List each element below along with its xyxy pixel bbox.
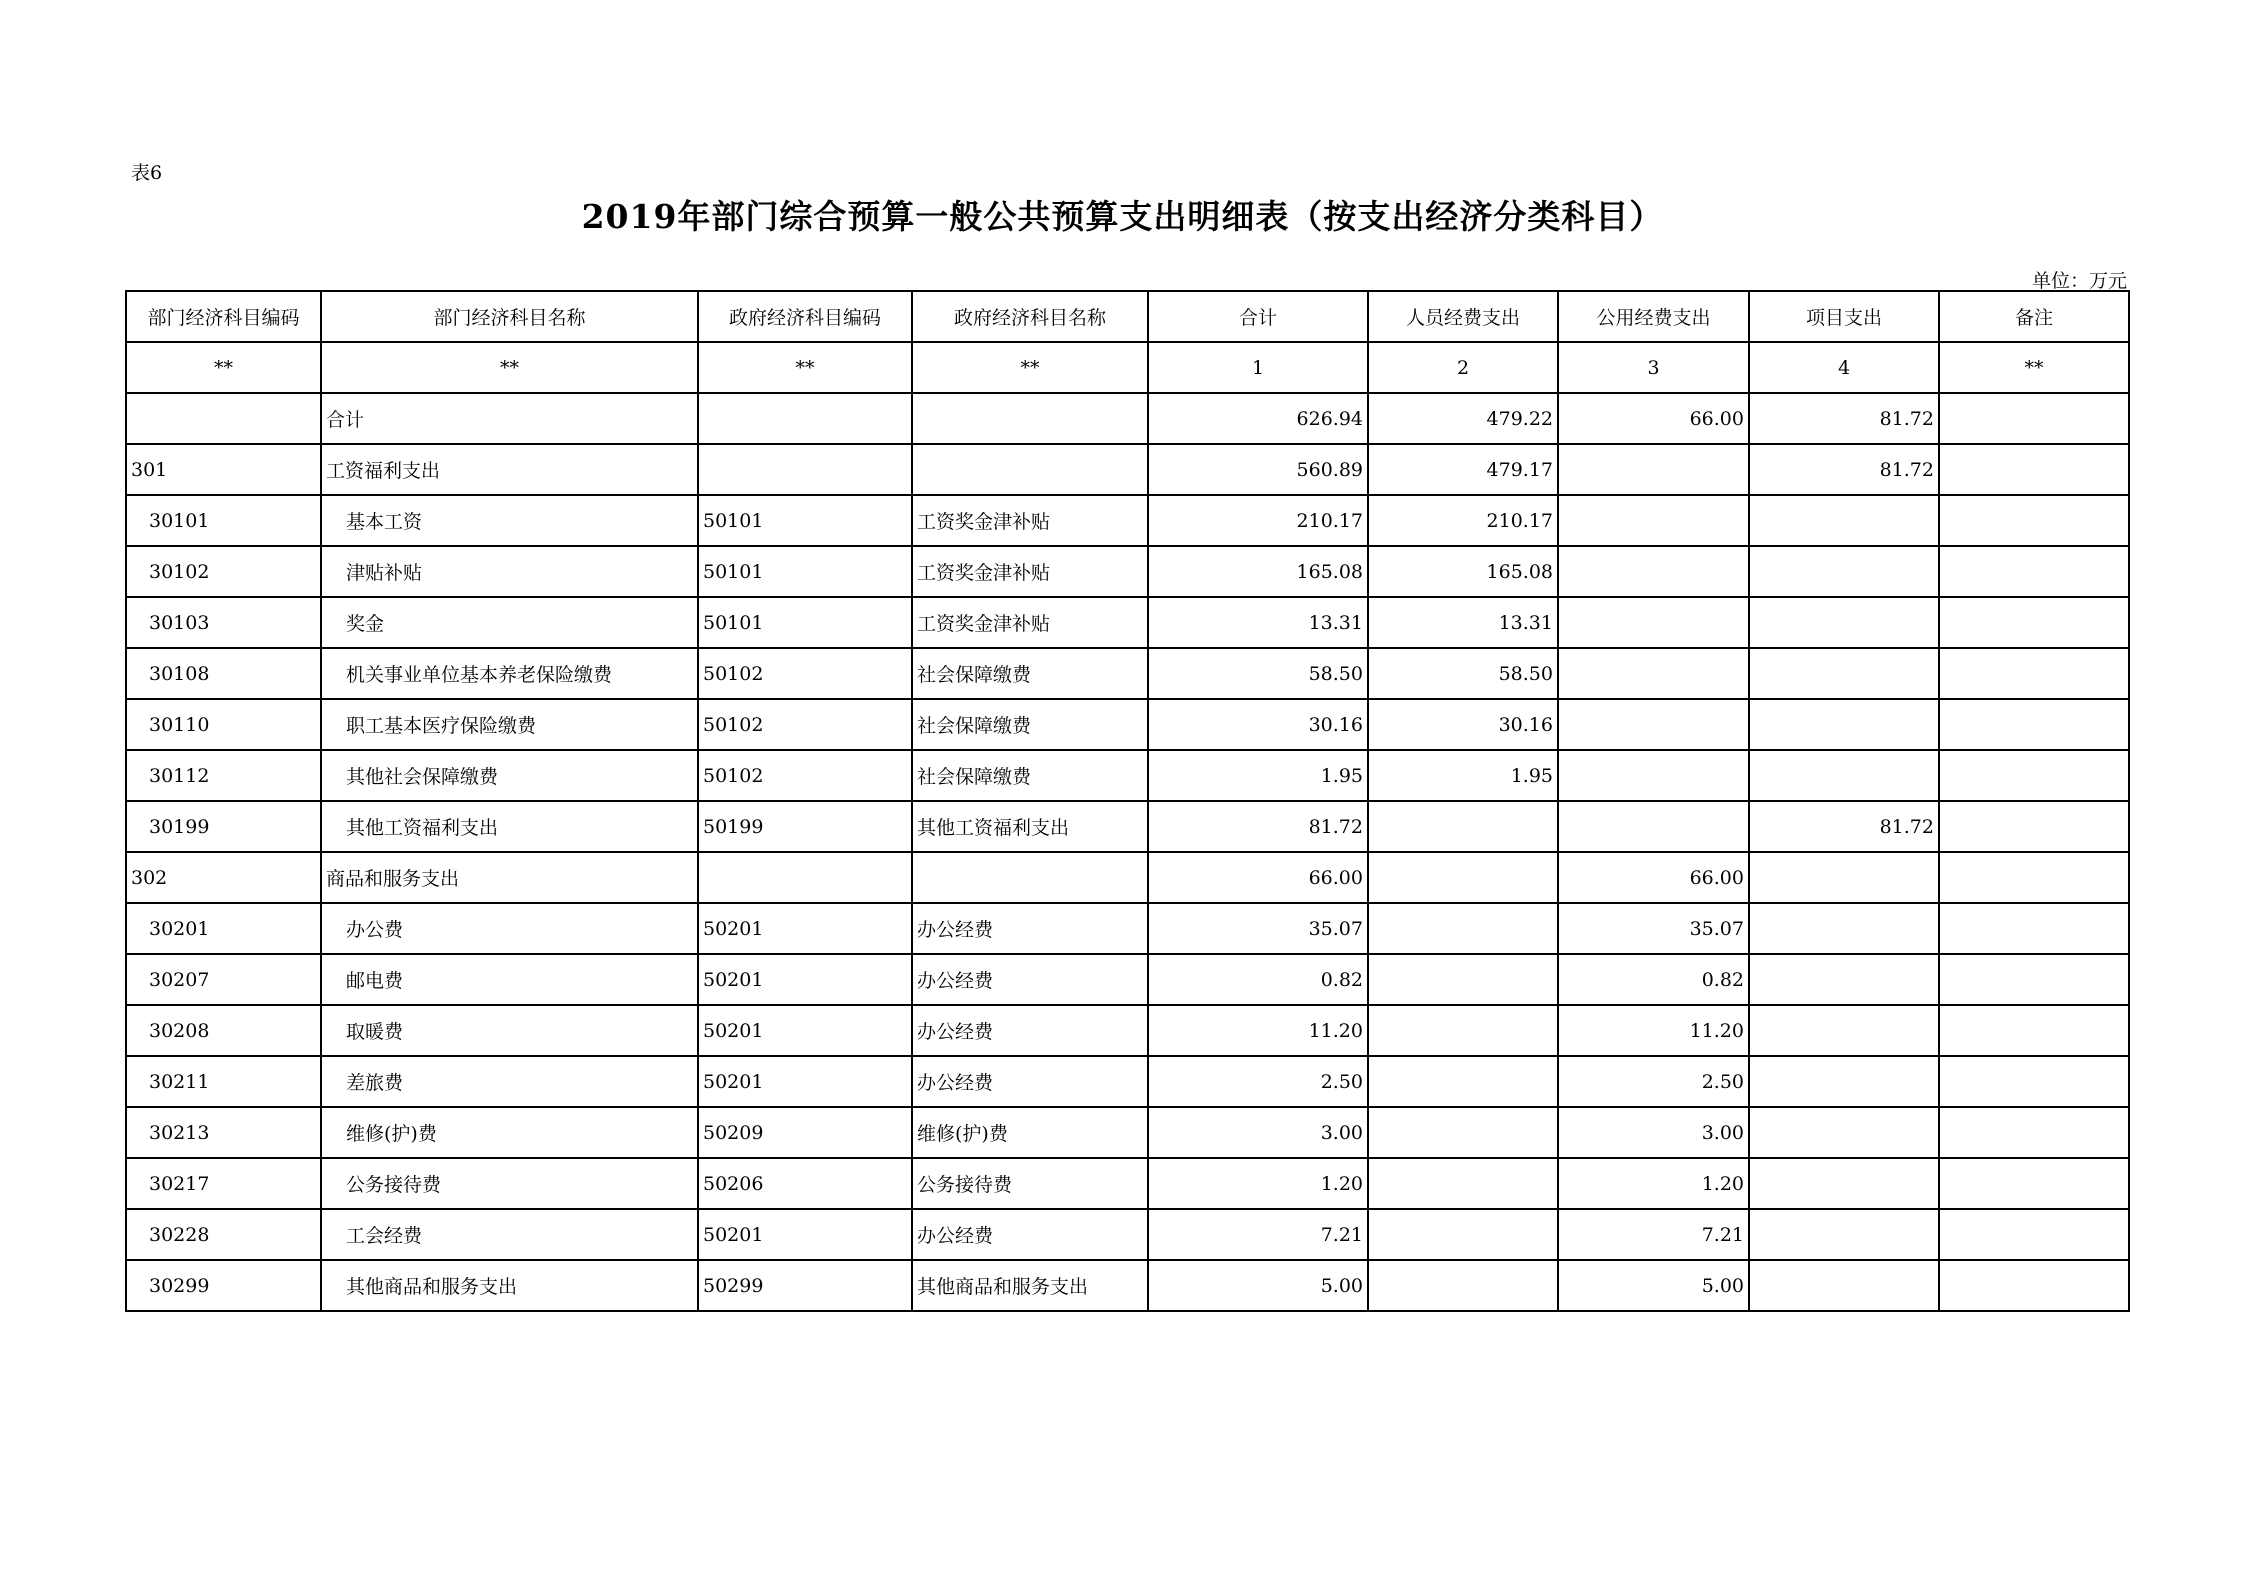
project-cell — [1749, 750, 1939, 801]
public-cell — [1558, 750, 1749, 801]
gov-code-cell: 50102 — [698, 648, 912, 699]
personnel-cell: 165.08 — [1368, 546, 1558, 597]
dept-code-cell: 30211 — [126, 1056, 321, 1107]
table-row — [126, 699, 2129, 750]
personnel-cell — [1368, 852, 1558, 903]
public-cell: 66.00 — [1558, 393, 1749, 444]
dept-code-cell: 30208 — [126, 1005, 321, 1056]
project-cell — [1749, 699, 1939, 750]
personnel-cell: 58.50 — [1368, 648, 1558, 699]
total-cell: 5.00 — [1148, 1260, 1368, 1311]
note-cell — [1939, 597, 2129, 648]
table-number-label: 表6 — [131, 162, 163, 184]
dept-code-cell: 30201 — [126, 903, 321, 954]
public-cell: 1.20 — [1558, 1158, 1749, 1209]
public-cell — [1558, 495, 1749, 546]
public-cell — [1558, 444, 1749, 495]
column-header: 合计 — [1148, 291, 1368, 342]
gov-code-cell: 50201 — [698, 1005, 912, 1056]
gov-code-cell: 50101 — [698, 597, 912, 648]
column-header: 政府经济科目编码 — [698, 291, 912, 342]
project-cell — [1749, 1158, 1939, 1209]
personnel-cell — [1368, 1260, 1558, 1311]
table-row — [126, 801, 2129, 852]
dept-name-cell: 取暖费 — [321, 1005, 698, 1056]
dept-name-cell: 合计 — [321, 393, 698, 444]
dept-name-cell: 工会经费 — [321, 1209, 698, 1260]
note-cell — [1939, 393, 2129, 444]
personnel-cell: 30.16 — [1368, 699, 1558, 750]
personnel-cell — [1368, 1158, 1558, 1209]
project-cell: 81.72 — [1749, 801, 1939, 852]
public-cell — [1558, 801, 1749, 852]
project-cell — [1749, 597, 1939, 648]
gov-code-cell: 50201 — [698, 903, 912, 954]
project-cell — [1749, 1005, 1939, 1056]
personnel-cell — [1368, 903, 1558, 954]
note-cell — [1939, 954, 2129, 1005]
dept-code-cell: 30112 — [126, 750, 321, 801]
dept-code-cell: 30213 — [126, 1107, 321, 1158]
column-index-row — [126, 342, 2129, 393]
gov-name-cell: 维修(护)费 — [912, 1107, 1148, 1158]
gov-name-cell — [912, 393, 1148, 444]
column-header: 公用经费支出 — [1558, 291, 1749, 342]
personnel-cell — [1368, 1056, 1558, 1107]
column-index: ** — [321, 342, 698, 393]
project-cell — [1749, 648, 1939, 699]
project-cell — [1749, 1107, 1939, 1158]
column-header: 备注 — [1939, 291, 2129, 342]
total-cell: 560.89 — [1148, 444, 1368, 495]
total-cell: 66.00 — [1148, 852, 1368, 903]
personnel-cell: 479.22 — [1368, 393, 1558, 444]
note-cell — [1939, 1158, 2129, 1209]
note-cell — [1939, 1056, 2129, 1107]
dept-name-cell: 其他社会保障缴费 — [321, 750, 698, 801]
dept-name-cell: 其他工资福利支出 — [321, 801, 698, 852]
public-cell — [1558, 648, 1749, 699]
column-index: 3 — [1558, 342, 1749, 393]
personnel-cell: 479.17 — [1368, 444, 1558, 495]
table-row — [126, 444, 2129, 495]
gov-name-cell: 社会保障缴费 — [912, 699, 1148, 750]
gov-name-cell — [912, 852, 1148, 903]
total-cell: 3.00 — [1148, 1107, 1368, 1158]
gov-name-cell: 办公经费 — [912, 903, 1148, 954]
note-cell — [1939, 444, 2129, 495]
dept-code-cell: 30217 — [126, 1158, 321, 1209]
table-row — [126, 1107, 2129, 1158]
total-cell: 35.07 — [1148, 903, 1368, 954]
gov-name-cell — [912, 444, 1148, 495]
total-cell: 0.82 — [1148, 954, 1368, 1005]
public-cell: 66.00 — [1558, 852, 1749, 903]
column-header: 部门经济科目名称 — [321, 291, 698, 342]
project-cell — [1749, 546, 1939, 597]
table-header-row — [126, 291, 2129, 342]
table-row — [126, 903, 2129, 954]
table-row — [126, 495, 2129, 546]
personnel-cell: 13.31 — [1368, 597, 1558, 648]
table-row — [126, 393, 2129, 444]
gov-name-cell: 工资奖金津补贴 — [912, 597, 1148, 648]
public-cell: 11.20 — [1558, 1005, 1749, 1056]
gov-code-cell — [698, 444, 912, 495]
dept-code-cell: 30207 — [126, 954, 321, 1005]
note-cell — [1939, 648, 2129, 699]
public-cell — [1558, 546, 1749, 597]
dept-name-cell: 办公费 — [321, 903, 698, 954]
note-cell — [1939, 750, 2129, 801]
gov-name-cell: 社会保障缴费 — [912, 750, 1148, 801]
column-header: 部门经济科目编码 — [126, 291, 321, 342]
dept-code-cell: 30110 — [126, 699, 321, 750]
page-title: 2019年部门综合预算一般公共预算支出明细表（按支出经济分类科目） — [581, 197, 1664, 236]
dept-name-cell: 其他商品和服务支出 — [321, 1260, 698, 1311]
gov-name-cell: 办公经费 — [912, 1005, 1148, 1056]
note-cell — [1939, 1260, 2129, 1311]
total-cell: 210.17 — [1148, 495, 1368, 546]
table-row — [126, 648, 2129, 699]
gov-name-cell: 办公经费 — [912, 1209, 1148, 1260]
dept-name-cell: 津贴补贴 — [321, 546, 698, 597]
dept-name-cell: 商品和服务支出 — [321, 852, 698, 903]
gov-name-cell: 其他商品和服务支出 — [912, 1260, 1148, 1311]
dept-name-cell: 机关事业单位基本养老保险缴费 — [321, 648, 698, 699]
note-cell — [1939, 852, 2129, 903]
gov-code-cell — [698, 852, 912, 903]
gov-code-cell: 50201 — [698, 1056, 912, 1107]
dept-code-cell: 30228 — [126, 1209, 321, 1260]
gov-code-cell: 50299 — [698, 1260, 912, 1311]
project-cell — [1749, 1260, 1939, 1311]
project-cell: 81.72 — [1749, 444, 1939, 495]
dept-code-cell: 30101 — [126, 495, 321, 546]
note-cell — [1939, 1005, 2129, 1056]
table-row — [126, 750, 2129, 801]
project-cell — [1749, 852, 1939, 903]
table-row — [126, 1056, 2129, 1107]
personnel-cell — [1368, 801, 1558, 852]
dept-code-cell: 301 — [126, 444, 321, 495]
dept-name-cell: 奖金 — [321, 597, 698, 648]
table-row — [126, 597, 2129, 648]
gov-name-cell: 社会保障缴费 — [912, 648, 1148, 699]
public-cell: 2.50 — [1558, 1056, 1749, 1107]
public-cell: 0.82 — [1558, 954, 1749, 1005]
total-cell: 2.50 — [1148, 1056, 1368, 1107]
dept-code-cell: 30299 — [126, 1260, 321, 1311]
gov-code-cell: 50201 — [698, 1209, 912, 1260]
public-cell: 5.00 — [1558, 1260, 1749, 1311]
note-cell — [1939, 546, 2129, 597]
note-cell — [1939, 903, 2129, 954]
personnel-cell: 210.17 — [1368, 495, 1558, 546]
gov-name-cell: 其他工资福利支出 — [912, 801, 1148, 852]
public-cell — [1558, 699, 1749, 750]
dept-name-cell: 邮电费 — [321, 954, 698, 1005]
dept-name-cell: 差旅费 — [321, 1056, 698, 1107]
unit-label: 单位：万元 — [2031, 270, 2127, 292]
project-cell — [1749, 954, 1939, 1005]
gov-name-cell: 工资奖金津补贴 — [912, 495, 1148, 546]
project-cell: 81.72 — [1749, 393, 1939, 444]
note-cell — [1939, 1209, 2129, 1260]
personnel-cell — [1368, 1107, 1558, 1158]
note-cell — [1939, 699, 2129, 750]
table-row — [126, 1209, 2129, 1260]
dept-code-cell: 30102 — [126, 546, 321, 597]
gov-code-cell: 50199 — [698, 801, 912, 852]
total-cell: 626.94 — [1148, 393, 1368, 444]
column-index: 4 — [1749, 342, 1939, 393]
column-header: 政府经济科目名称 — [912, 291, 1148, 342]
personnel-cell — [1368, 1209, 1558, 1260]
gov-code-cell — [698, 393, 912, 444]
column-index: 2 — [1368, 342, 1558, 393]
dept-name-cell: 工资福利支出 — [321, 444, 698, 495]
column-index: ** — [1939, 342, 2129, 393]
dept-code-cell: 30108 — [126, 648, 321, 699]
total-cell: 30.16 — [1148, 699, 1368, 750]
dept-code-cell: 30199 — [126, 801, 321, 852]
column-index: ** — [126, 342, 321, 393]
table-row — [126, 954, 2129, 1005]
column-header: 人员经费支出 — [1368, 291, 1558, 342]
project-cell — [1749, 1056, 1939, 1107]
gov-name-cell: 公务接待费 — [912, 1158, 1148, 1209]
total-cell: 1.20 — [1148, 1158, 1368, 1209]
total-cell: 58.50 — [1148, 648, 1368, 699]
project-cell — [1749, 1209, 1939, 1260]
total-cell: 7.21 — [1148, 1209, 1368, 1260]
dept-name-cell: 基本工资 — [321, 495, 698, 546]
table-row — [126, 1005, 2129, 1056]
total-cell: 13.31 — [1148, 597, 1368, 648]
public-cell: 7.21 — [1558, 1209, 1749, 1260]
project-cell — [1749, 495, 1939, 546]
dept-code-cell: 30103 — [126, 597, 321, 648]
personnel-cell: 1.95 — [1368, 750, 1558, 801]
dept-name-cell: 维修(护)费 — [321, 1107, 698, 1158]
public-cell: 35.07 — [1558, 903, 1749, 954]
column-index: 1 — [1148, 342, 1368, 393]
column-index: ** — [698, 342, 912, 393]
gov-name-cell: 工资奖金津补贴 — [912, 546, 1148, 597]
table-row — [126, 546, 2129, 597]
personnel-cell — [1368, 954, 1558, 1005]
gov-code-cell: 50102 — [698, 699, 912, 750]
total-cell: 81.72 — [1148, 801, 1368, 852]
gov-code-cell: 50201 — [698, 954, 912, 1005]
gov-code-cell: 50102 — [698, 750, 912, 801]
note-cell — [1939, 801, 2129, 852]
total-cell: 11.20 — [1148, 1005, 1368, 1056]
gov-name-cell: 办公经费 — [912, 1056, 1148, 1107]
total-cell: 165.08 — [1148, 546, 1368, 597]
column-header: 项目支出 — [1749, 291, 1939, 342]
gov-name-cell: 办公经费 — [912, 954, 1148, 1005]
public-cell — [1558, 597, 1749, 648]
dept-name-cell: 职工基本医疗保险缴费 — [321, 699, 698, 750]
gov-code-cell: 50101 — [698, 546, 912, 597]
gov-code-cell: 50101 — [698, 495, 912, 546]
gov-code-cell: 50206 — [698, 1158, 912, 1209]
dept-code-cell — [126, 393, 321, 444]
dept-code-cell: 302 — [126, 852, 321, 903]
column-index: ** — [912, 342, 1148, 393]
note-cell — [1939, 1107, 2129, 1158]
gov-code-cell: 50209 — [698, 1107, 912, 1158]
table-row — [126, 1260, 2129, 1311]
personnel-cell — [1368, 1005, 1558, 1056]
dept-name-cell: 公务接待费 — [321, 1158, 698, 1209]
table-row — [126, 852, 2129, 903]
total-cell: 1.95 — [1148, 750, 1368, 801]
table-row — [126, 1158, 2129, 1209]
project-cell — [1749, 903, 1939, 954]
public-cell: 3.00 — [1558, 1107, 1749, 1158]
note-cell — [1939, 495, 2129, 546]
budget-detail-table — [125, 290, 2130, 1312]
